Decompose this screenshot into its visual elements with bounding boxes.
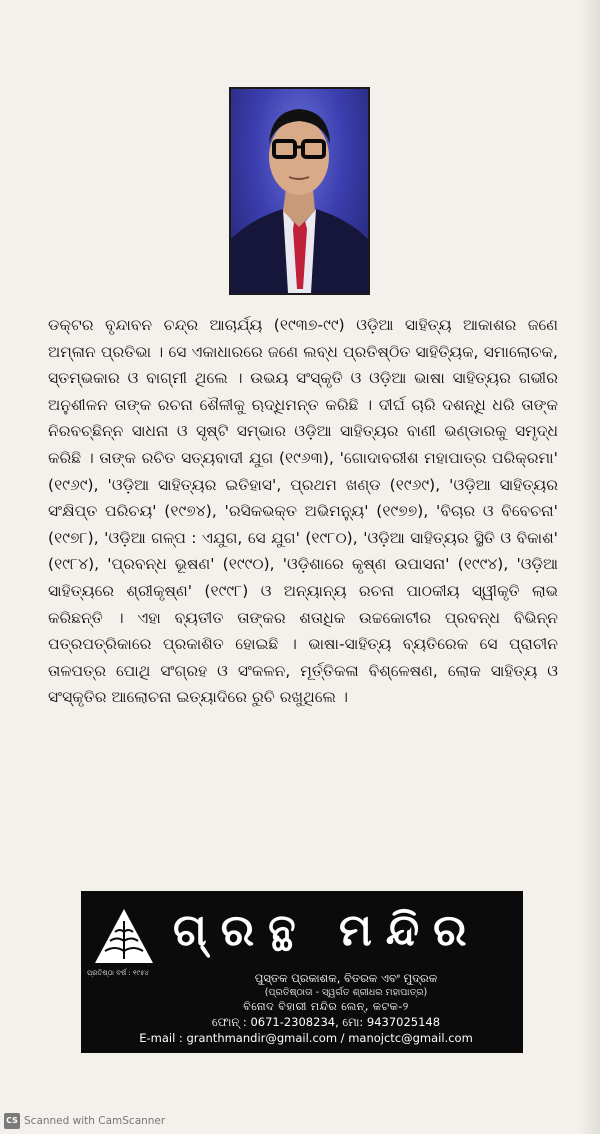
established-year: ପ୍ରତିଷ୍ଠା ବର୍ଷ : ୧୯୫୪: [87, 969, 149, 977]
publisher-email: E-mail : granthmandir@gmail.com / manojctc@gmail.com: [139, 1031, 473, 1045]
publisher-phone: ଫୋନ୍ : 0671-2308234, ମୋ: 9437025148: [211, 1015, 441, 1029]
page-edge-shadow: [578, 0, 600, 1134]
publisher-subtitle: ପୁସ୍ତକ ପ୍ରକାଶକ, ବିତରକ ଏବଂ ମୁଦ୍ରକ: [254, 971, 438, 985]
publisher-banner: [81, 891, 523, 1053]
book-logo-icon: [93, 907, 155, 969]
camscanner-icon: CS: [4, 1113, 20, 1129]
author-biography: ଡକ୍ଟର ବୃନ୍ଦାବନ ଚନ୍ଦ୍ର ଆଚାର୍ଯ୍ୟ (୧୯୩୭-୯୯) ଓଡ଼ିଆ ସାହିତ୍ୟ ଆକାଶର ଜଣେ ଅମ୍ଳାନ ପ୍ରତିଭା । ସେ ଏକାଧାରରେ ଜଣେ ଲବ୍ଧ ପ୍ରତିଷ୍ଠିତ ସାହିତ୍ୟିକ, ସମାଲୋଚକ, ସ୍ତମ୍ଭକାର ଓ ବାଗ୍ମୀ ଥିଲେ । ଉଭୟ ସଂସ୍କୃତି ଓ ଓଡ଼ିଆ ଭାଷା ସାହିତ୍ୟର ଗଭୀର ଅନୁଶୀଳନ ତାଙ୍କ ରଚନା ଶୈଳୀକୁ ଋଦ୍ଧିମନ୍ତ କରିଛି । ଦୀର୍ଘ ଚାରି ଦଶନ୍ଧି ଧରି ତାଙ୍କ ନିରବଚ୍ଛିନ୍ନ ସାଧନା ଓ ସୃଷ୍ଟି ସମ୍ଭାର ଓଡ଼ିଆ ସାହିତ୍ୟର ବାଣୀ ଭଣ୍ଡାରକୁ ସମୃଦ୍ଧ କରିଛି । ତାଙ୍କ ରଚିତ ସତ୍ୟବାଦୀ ଯୁଗ (୧୯୬୩), 'ଗୋଦାବରୀଶ ମହାପାତ୍ର ପରିକ୍ରମା' (୧୯୬୯), 'ଓଡ଼ିଆ ସାହିତ୍ୟର ଇତିହାସ', ପ୍ରଥମ ଖଣ୍ଡ (୧୯୬୯), 'ଓଡ଼ିଆ ସାହିତ୍ୟର ସଂକ୍ଷିପ୍ତ ପରିଚୟ' (୧୯୭୪), 'ରସିକଭକ୍ତ ଅଭିମନ୍ୟୁ' (୧୯୭୭), 'ବିଚାର ଓ ବିବେଚନା' (୧୯୭୮), 'ଓଡ଼ିଆ ଗଳ୍ପ : ଏଯୁଗ, ସେ ଯୁଗ' (୧୯୮୦), 'ଓଡ଼ିଆ ସାହିତ୍ୟର ସ୍ଥିତି ଓ ବିକାଶ' (୧୯୮୪), 'ପ୍ରବନ୍ଧ ଭୂଷଣ' (୧୯୯୦), 'ଓଡ଼ିଶାରେ କୃଷ୍ଣ ଉପାସନା' (୧୯୯୪), 'ଓଡ଼ିଆ ସାହିତ୍ୟରେ ଶ୍ରୀକୃଷ୍ଣ' (୧୯୯୮) ଓ ଅନ୍ୟାନ୍ୟ ରଚନା ପାଠକୀୟ ସ୍ୱୀକୃତି ଲାଭ କରିଛନ୍ତି । ଏହା ବ୍ୟତୀତ ତାଙ୍କର ଶତାଧିକ ଉଚ୍ଚକୋଟୀର ପ୍ରବନ୍ଧ ବିଭିନ୍ନ ପତ୍ରପତ୍ରିକାରେ ପ୍ରକାଶିତ ହୋଇଛି । ଭାଷା-ସାହିତ୍ୟ ବ୍ୟତିରେକ ସେ ପ୍ରାଚୀନ ତାଳପତ୍ର ପୋଥି ସଂଗ୍ରହ ଓ ସଂକଳନ, ମୂର୍ତ୍ତିକଳା ବିଶ୍ଳେଷଣ, ଲୋକ ସାହିତ୍ୟ ଓ ସଂସ୍କୃତିର ଆଲୋଚନା ଇତ୍ୟାଦିରେ ରୁଚି ରଖୁଥିଲେ ।: [48, 316, 558, 707]
publisher-name: ଗ୍ରନ୍ଥ ମନ୍ଦିର: [173, 905, 481, 956]
portrait-illustration: [231, 89, 368, 293]
scanner-label: Scanned with CamScanner: [24, 1115, 166, 1127]
publisher-address: ବିନୋଦ ବିହାରୀ ମନ୍ଦିର ଲେନ୍, କଟକ-୨: [243, 1000, 409, 1013]
publisher-founder: (ପ୍ରତିଷ୍ଠାତା - ସ୍ୱର୍ଗତ ଶ୍ରୀଧର ମହାପାତ୍ର): [264, 987, 428, 998]
scanner-watermark: [4, 1113, 165, 1129]
author-portrait: [229, 87, 370, 295]
